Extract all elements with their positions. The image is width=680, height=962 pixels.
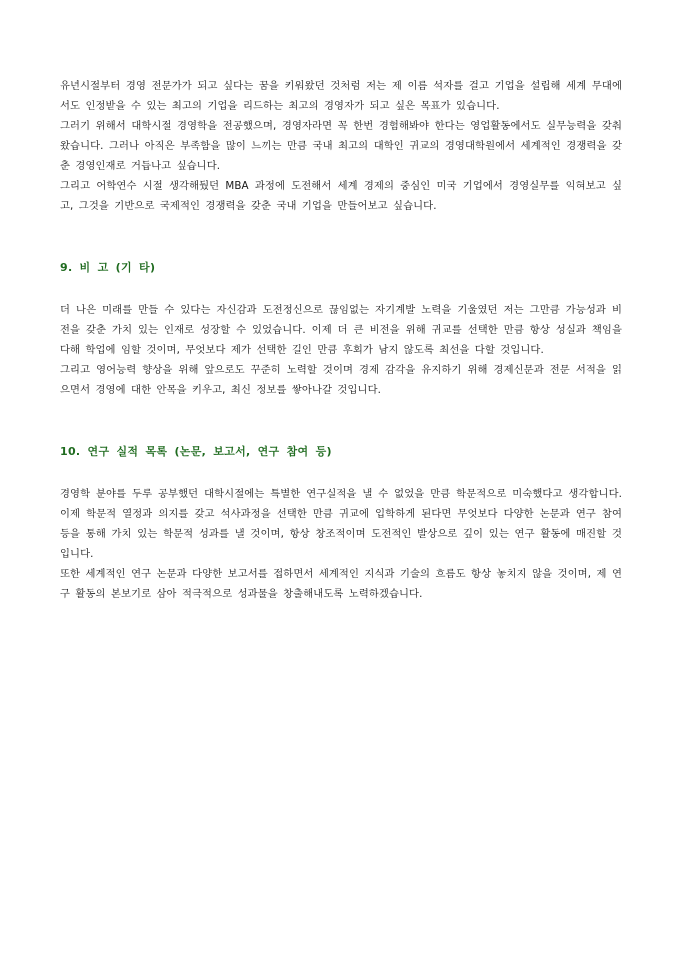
document-page xyxy=(60,76,622,604)
section-9-paragraph-2: 그리고 영어능력 향상을 위해 앞으로도 꾸준히 노력할 것이며 경제 감각을 유지하기 위해 경제신문과 전문 서적을 읽으면서 경영에 대한 안목을 키우고, 최신 정보를 쌓아나갈 것입니다. xyxy=(60,364,622,396)
intro-paragraph-1: 유년시절부터 경영 전문가가 되고 싶다는 꿈을 키워왔던 것처럼 저는 제 이름 석자를 걸고 기업을 설립해 세계 무대에서도 인정받을 수 있는 최고의 기업을 리드하는 최고의 경영자가 되고 싶은 목표가 있습니다. xyxy=(60,80,622,112)
intro-paragraph-2: 그러기 위해서 대학시절 경영학을 전공했으며, 경영자라면 꼭 한번 경험해봐야 한다는 영업활동에서도 실무능력을 갖춰왔습니다. 그러나 아직은 부족함을 많이 느끼는 만큼 국내 최고의 대학인 귀교의 경영대학원에서 세계적인 경쟁력을 갖춘 경영인재로 거듭나고 싶습니다. xyxy=(60,120,622,172)
intro-paragraph-3: 그리고 어학연수 시절 생각해뒀던 MBA 과정에 도전해서 세계 경제의 중심인 미국 기업에서 경영실무를 익혀보고 싶고, 그것을 기반으로 국제적인 경쟁력을 갖춘 국내 기업을 만들어보고 싶습니다. xyxy=(60,180,622,212)
section-10-heading: 10. 연구 실적 목록 (논문, 보고서, 연구 참여 등) xyxy=(60,445,332,458)
spacer xyxy=(60,278,622,300)
section-10 xyxy=(60,442,622,604)
section-9-heading: 9. 비 고 (기 타) xyxy=(60,261,156,274)
spacer xyxy=(60,400,622,442)
intro-section xyxy=(60,76,622,216)
spacer xyxy=(60,462,622,484)
section-10-paragraph-2: 또한 세계적인 연구 논문과 다양한 보고서를 접하면서 세계적인 지식과 기술의 흐름도 항상 놓치지 않을 것이며, 제 연구 활동의 본보기로 삼아 적극적으로 성과물을 창출해내도록 노력하겠습니다. xyxy=(60,568,622,600)
section-10-paragraph-1: 경영학 분야를 두루 공부했던 대학시절에는 특별한 연구실적을 낼 수 없었을 만큼 학문적으로 미숙했다고 생각합니다. 이제 학문적 열정과 의지를 갖고 석사과정을 선택한 만큼 귀교에 입학하게 된다면 무엇보다 다양한 논문과 연구 참여 등을 통해 가치 있는 학문적 성과를 낼 것이며, 항상 창조적이며 도전적인 발상으로 깊이 있는 연구 활동에 매진할 것입니다. xyxy=(60,488,622,560)
section-9-paragraph-1: 더 나은 미래를 만들 수 있다는 자신감과 도전정신으로 끊임없는 자기계발 노력을 기울였던 저는 그만큼 가능성과 비전을 갖춘 가치 있는 인재로 성장할 수 있었습니다. 이제 더 큰 비전을 위해 귀교를 선택한 만큼 항상 성실과 책임을 다해 학업에 임할 것이며, 무엇보다 제가 선택한 길인 만큼 후회가 남지 않도록 최선을 다할 것입니다. xyxy=(60,304,622,356)
section-9 xyxy=(60,258,622,400)
spacer xyxy=(60,216,622,258)
